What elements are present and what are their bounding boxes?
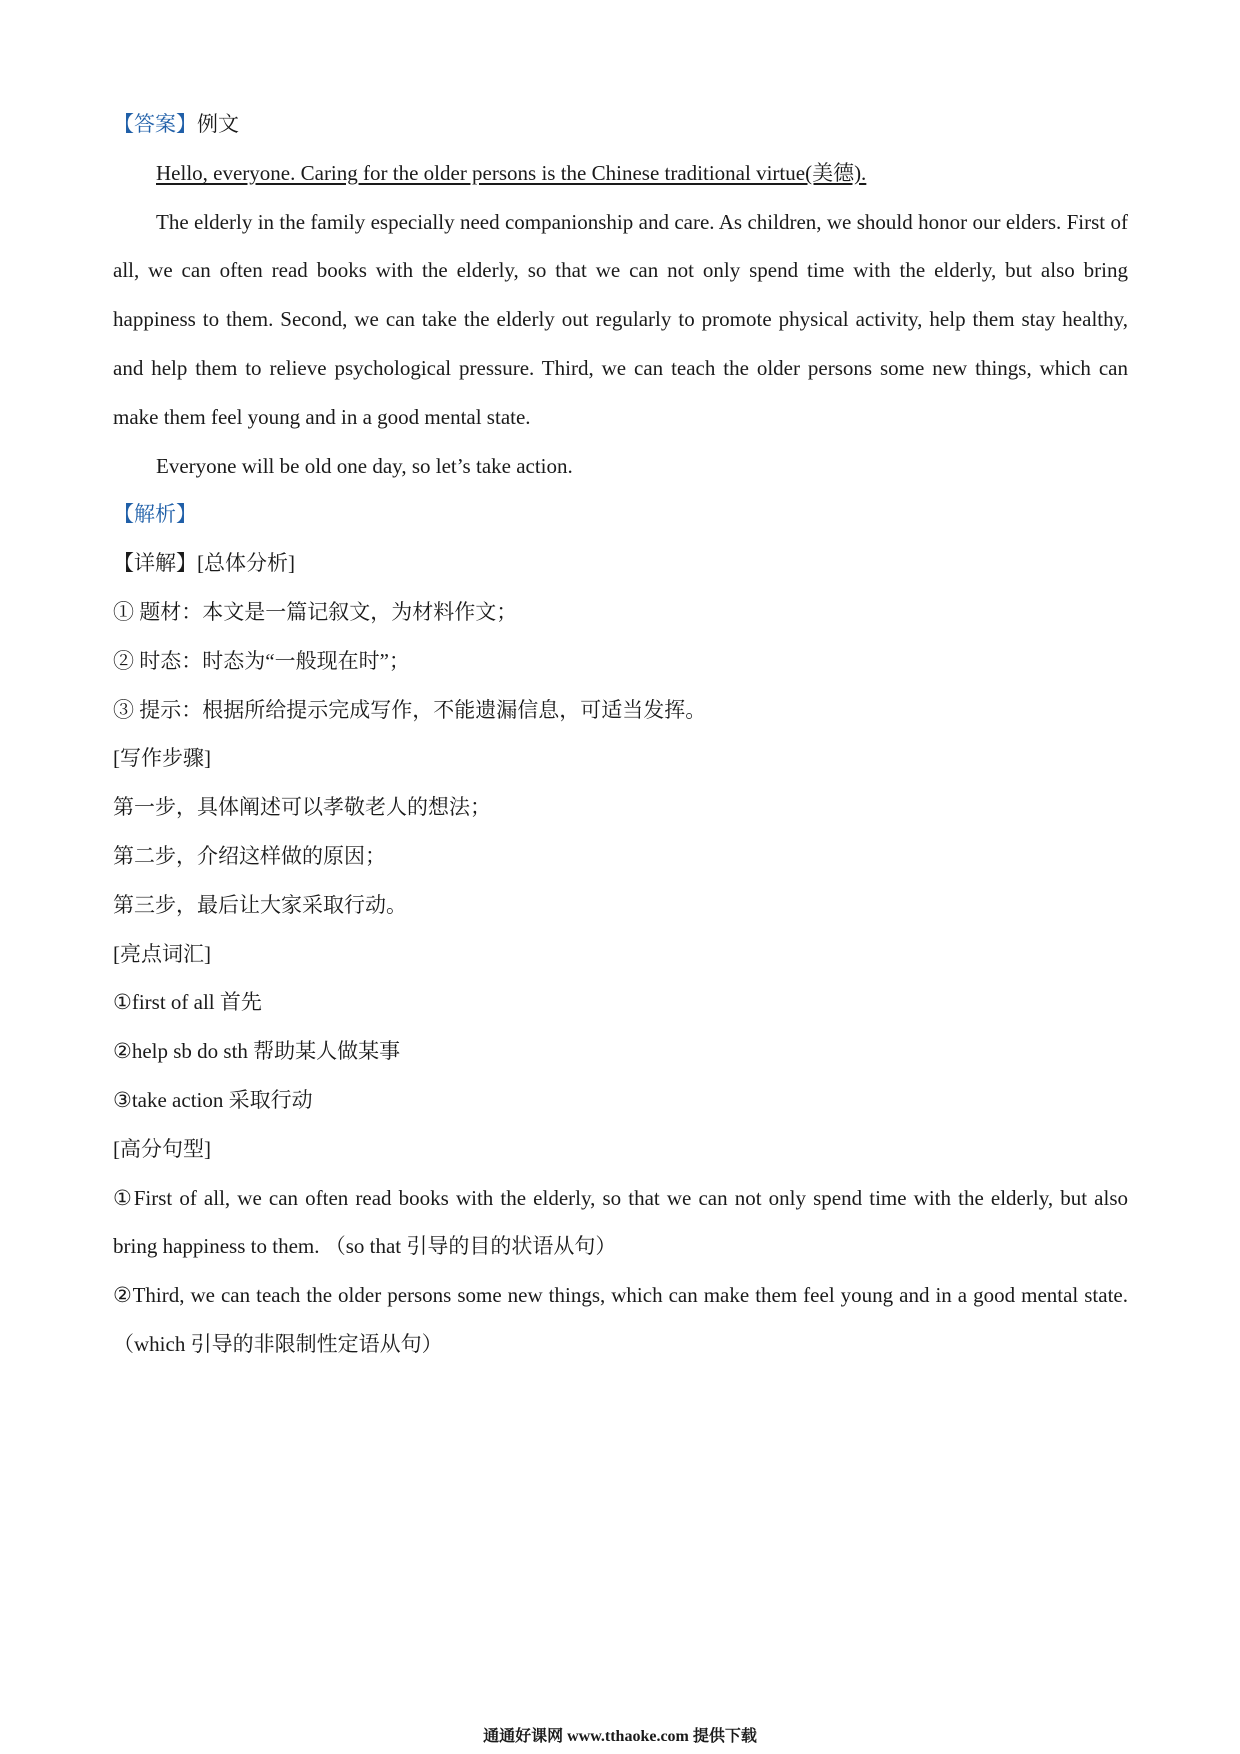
detail-heading: 【详解】[总体分析] bbox=[113, 551, 295, 576]
step-item: 第三步，最后让大家采取行动。 bbox=[113, 892, 407, 917]
page-content bbox=[113, 100, 1128, 1369]
vocab-heading: [亮点词汇] bbox=[113, 941, 211, 966]
steps-heading: [写作步骤] bbox=[113, 746, 211, 771]
step-item: 第一步，具体阐述可以孝敬老人的想法； bbox=[113, 795, 491, 820]
answer-tag: 【答案】 bbox=[113, 112, 197, 136]
overview-item: ② 时态：时态为“一般现在时”； bbox=[113, 648, 410, 673]
step-item: 第二步，介绍这样做的原因； bbox=[113, 843, 386, 868]
essay-body: The elderly in the family especially need companionship and care. As children, we should honor our elders. First of all, we can often read books with the elderly, so that we can not only spend time with the elderly, but also bring happiness to them. Second, we can take the elderly out regularly to promote physical activity, help them stay healthy, and help them to relieve psychological pressure. Third, we can teach the older persons some new things, which can make them feel young and in a good mental state. bbox=[113, 209, 1128, 429]
analysis-tag: 【解析】 bbox=[113, 502, 197, 527]
vocab-item: ③take action 采取行动 bbox=[113, 1087, 313, 1112]
answer-heading bbox=[113, 100, 1128, 149]
overview-item: ① 题材：本文是一篇记叙文，为材料作文； bbox=[113, 599, 518, 624]
sentence-item: ②Third, we can teach the older persons some new things, which can make them feel young and in a good mental state.（which 引导的非限制性定语从句） bbox=[113, 1283, 1128, 1356]
essay-opening: Hello, everyone. Caring for the older persons is the Chinese traditional virtue(美德). bbox=[156, 160, 867, 185]
essay-opening-line bbox=[113, 149, 1128, 198]
essay-closing: Everyone will be old one day, so let’s take action. bbox=[156, 453, 573, 478]
vocab-item: ②help sb do sth 帮助某人做某事 bbox=[113, 1039, 401, 1064]
overview-item: ③ 提示：根据所给提示完成写作，不能遗漏信息，可适当发挥。 bbox=[113, 697, 707, 722]
answer-label: 例文 bbox=[197, 112, 239, 136]
page-footer: 通通好课网 www.tthaoke.com 提供下载 bbox=[483, 1728, 757, 1745]
vocab-item: ①first of all 首先 bbox=[113, 990, 262, 1015]
sentences-heading: [高分句型] bbox=[113, 1136, 211, 1161]
sentence-item: ①First of all, we can often read books with the elderly, so that we can not only spend time with the elderly, but also bring happiness to them. （so that 引导的目的状语从句） bbox=[113, 1185, 1128, 1259]
